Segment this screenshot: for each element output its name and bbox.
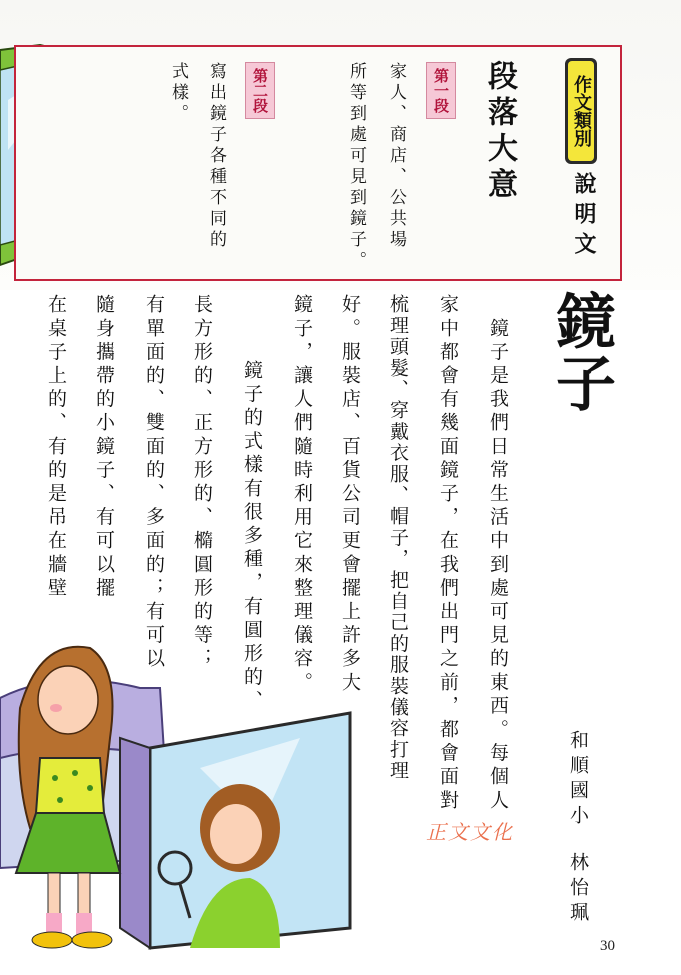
paragraph-2-summary-col2: 式樣。 — [168, 62, 188, 125]
body-column-2: 家中都會有幾面鏡子，在我們出門之前，都會面對 — [437, 294, 459, 814]
body-column-4: 好。服裝店、百貨公司更會擺上許多大 — [339, 294, 361, 696]
category-tag — [565, 58, 597, 164]
paragraph-1-badge: 第一段 — [426, 62, 456, 119]
body-column-9: 隨身攜帶的小鏡子、有可以擺 — [93, 294, 115, 601]
paragraph-1-summary-col1: 家人、商店、公共場 — [386, 62, 406, 251]
body-column-6: 鏡子的式樣有很多種，有圓形的、 — [241, 336, 263, 714]
body-column-5: 鏡子，讓人們隨時利用它來整理儀容。 — [291, 294, 313, 696]
body-column-10: 在桌子上的、有的是吊在牆壁 — [45, 294, 67, 601]
summary-heading: 段落大意 — [482, 60, 517, 204]
page-number: 30 — [600, 938, 615, 954]
girl-with-mirror-illustration — [0, 628, 360, 968]
author-school: 和順國小 — [567, 730, 589, 830]
paragraph-2-summary-col1: 寫出鏡子各種不同的 — [206, 62, 226, 251]
body-column-7: 長方形的、正方形的、橢圓形的等； — [191, 294, 213, 672]
paragraph-2-badge: 第二段 — [245, 62, 275, 119]
category-text: 說明文 — [571, 172, 596, 262]
body-column-1: 鏡子是我們日常生活中到處可見的東西。每個人 — [487, 294, 509, 814]
essay-title: 鏡子 — [546, 290, 616, 414]
author-name: 林怡珮 — [567, 852, 589, 927]
paragraph-1-summary-col2: 所等到處可見到鏡子。 — [346, 62, 366, 272]
summary-panel — [14, 45, 622, 281]
body-column-3: 梳理頭髮、穿戴衣服、帽子，把自己的服裝儀容打理 — [387, 294, 409, 782]
category-tag-label: 作文類別 — [568, 61, 594, 161]
body-column-8: 有單面的、雙面的、多面的；有可以 — [143, 294, 165, 672]
publisher-watermark: 正文文化 — [426, 820, 514, 844]
